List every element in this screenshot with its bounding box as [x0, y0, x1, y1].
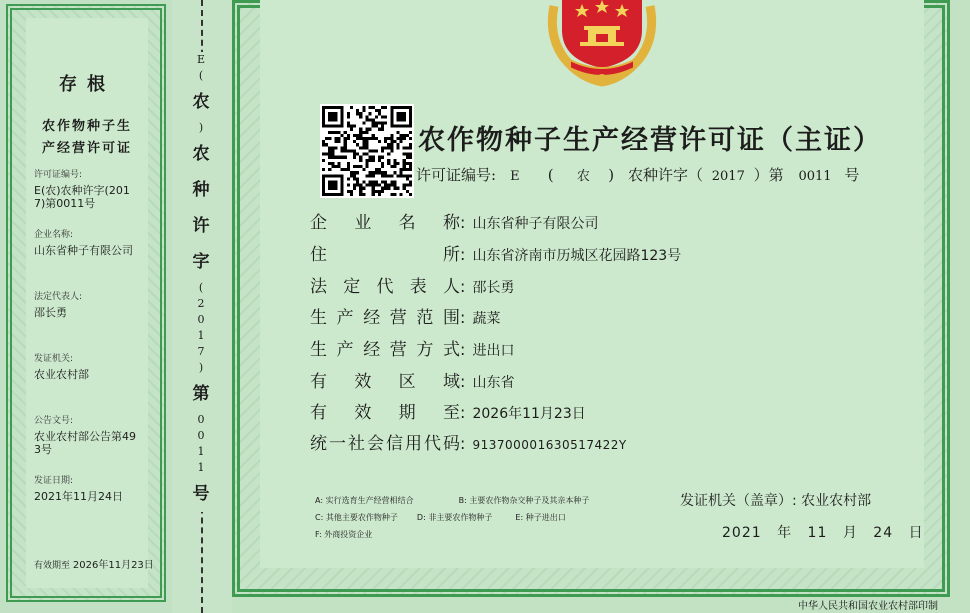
field-label: 企业名称: [310, 213, 460, 233]
license-number-agency: 农: [576, 169, 590, 184]
stub-field-label: 发证机关:: [34, 354, 74, 364]
field-value: 邵长勇: [472, 280, 515, 296]
license-number-year-close: ）第: [753, 166, 784, 184]
stub-field-value: E(农)农种许字(2017)第0011号: [34, 184, 130, 210]
vertical-number-char: 农: [192, 144, 210, 164]
field-company-name: 企业名称: 山东省种子有限公司: [310, 208, 598, 233]
license-number-paren-open: (: [547, 166, 554, 184]
field-label: 法定代表人: [310, 277, 460, 297]
field-value: 蔬菜: [472, 311, 501, 327]
issue-date: [722, 522, 924, 542]
vertical-number-char: 1: [197, 445, 205, 458]
stub-field-label: 公告文号:: [34, 416, 74, 426]
vertical-license-number: [186, 52, 216, 512]
stub-subtitle-line2: 产经营许可证: [41, 141, 132, 156]
legend-item-d: D: 非主要农作物种子: [416, 513, 493, 522]
field-value: 山东省: [472, 375, 515, 391]
field-region: 有效区域: 山东省: [310, 367, 514, 392]
issuer-value: 农业农村部: [801, 493, 872, 509]
vertical-number-char: 0: [197, 413, 205, 426]
stub-field-company-name: [34, 230, 140, 257]
vertical-number-char: (: [198, 69, 204, 82]
field-label: 统一社会信用代码: [310, 434, 460, 454]
legend-item-a: A: 实行选育生产经营相结合: [315, 496, 414, 505]
field-mode: 生产经营方式: 进出口: [310, 335, 514, 360]
issue-month-unit: 月: [842, 525, 858, 541]
legend-row-2: [315, 512, 566, 523]
stub-subtitle-line1: 农作物种子生: [41, 119, 132, 134]
field-address: 住所: 山东省济南市历城区花园路123号: [310, 240, 681, 265]
field-value: 2026年11月23日: [472, 406, 586, 422]
field-label: 有效区域: [310, 372, 460, 392]
legend-item-e: E: 种子进出口: [515, 513, 566, 522]
certificate-stub: [0, 0, 172, 613]
issue-year-unit: 年: [777, 525, 793, 541]
vertical-number-char: ): [198, 121, 204, 134]
vertical-number-char: 0: [197, 429, 205, 442]
vertical-number-char: 号: [192, 484, 210, 504]
license-number-mid: 农种许字（: [627, 166, 703, 184]
vertical-number-char: 1: [197, 329, 205, 342]
license-number-year: 2017: [711, 169, 745, 184]
vertical-number-char: ): [198, 361, 204, 374]
field-label: 有效期至: [310, 403, 460, 423]
printer-credit: 中华人民共和国农业农村部印制: [798, 601, 938, 612]
field-value: 913700001630517422Y: [472, 438, 627, 452]
vertical-number-char: 7: [197, 345, 205, 358]
license-number-suffix: 号: [844, 166, 860, 184]
vertical-number-char: 农: [192, 92, 210, 112]
stub-field-legal-rep: [34, 292, 140, 319]
field-value: 进出口: [472, 343, 515, 359]
stub-title: 存根: [59, 74, 115, 95]
issuer: [680, 490, 871, 510]
stub-field-label: 企业名称:: [34, 230, 74, 240]
license-number-line: [416, 164, 859, 185]
stub-field-value: 邵长勇: [34, 306, 67, 319]
stub-field-license-number: [34, 170, 140, 210]
legend-item-b: B: 主要农作物杂交种子及其亲本种子: [458, 496, 590, 505]
vertical-number-char: (: [198, 281, 204, 294]
issue-year: 2021: [722, 525, 762, 541]
stub-field-label: 发证日期:: [34, 476, 74, 486]
vertical-number-char: 2: [197, 297, 205, 310]
field-label: 生产经营范围: [310, 308, 460, 328]
vertical-number-char: 许: [192, 216, 210, 236]
license-number-prefix: E: [510, 169, 520, 184]
field-legal-rep: 法定代表人: 邵长勇: [310, 272, 514, 297]
vertical-number-char: 第: [192, 384, 210, 404]
vertical-number-char: 0: [197, 313, 205, 326]
issuer-label: 发证机关（盖章）:: [680, 493, 797, 509]
qr-code: [320, 104, 414, 198]
field-expiry: 有效期至: 2026年11月23日: [310, 398, 586, 423]
vertical-number-char: 字: [192, 252, 210, 272]
stub-field-issue-date: [34, 476, 140, 503]
field-credit-code: 统一社会信用代码: 913700001630517422Y: [310, 429, 627, 454]
legend-item-c: C: 其他主要农作物种子: [315, 513, 398, 522]
legend-row-1: [315, 495, 589, 506]
certificate-title: 农作物种子生产经营许可证（主证）: [418, 125, 882, 156]
stub-expiry-value: 2026年11月23日: [72, 560, 154, 571]
field-label: 住所: [310, 245, 460, 265]
stub-expiry: [34, 556, 154, 571]
stub-field-announcement: [34, 416, 140, 456]
stub-field-value: 农业农村部: [34, 368, 89, 381]
field-label: 生产经营方式: [310, 340, 460, 360]
license-number-label: 许可证编号:: [416, 166, 497, 184]
national-emblem-icon: [540, 0, 664, 90]
field-value: 山东省种子有限公司: [472, 216, 599, 232]
stub-field-value: 2021年11月24日: [34, 490, 123, 503]
vertical-number-char: 种: [192, 180, 210, 200]
stub-field-issuer: [34, 354, 140, 381]
field-scope: 生产经营范围: 蔬菜: [310, 303, 500, 328]
field-value: 山东省济南市历城区花园路123号: [472, 248, 682, 264]
license-number-paren-close: ): [608, 166, 615, 184]
issue-day-unit: 日: [908, 525, 924, 541]
stub-field-label: 许可证编号:: [34, 170, 83, 180]
issue-day: 24: [873, 525, 894, 541]
stub-subtitle: [26, 116, 148, 160]
stub-field-value: 山东省种子有限公司: [34, 244, 133, 257]
legend-row-3: [315, 529, 372, 540]
vertical-number-char: E: [196, 53, 206, 66]
vertical-number-char: 1: [197, 461, 205, 474]
stub-expiry-label: 有效期至: [34, 561, 71, 571]
legend-item-f: F: 外商投资企业: [315, 530, 373, 539]
issue-month: 11: [807, 525, 828, 541]
stub-panel: [26, 18, 154, 588]
stub-field-label: 法定代表人:: [34, 292, 83, 302]
stub-field-value: 农业农村部公告第493号: [34, 430, 136, 456]
license-number-serial: 0011: [798, 169, 832, 184]
